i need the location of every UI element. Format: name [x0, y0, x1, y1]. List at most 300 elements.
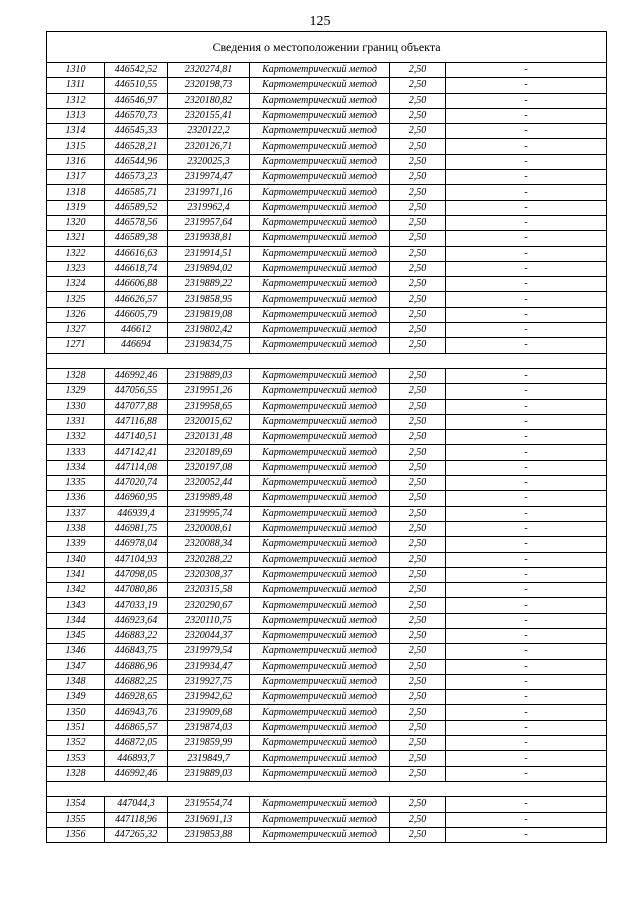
accuracy-cell: 2,50	[390, 736, 446, 751]
point-number-cell: 1313	[47, 108, 105, 123]
table-row	[47, 277, 607, 292]
method-cell: Картометрический метод	[250, 537, 390, 552]
point-number-cell: 1351	[47, 720, 105, 735]
table-row	[47, 797, 607, 812]
description-cell: -	[446, 628, 607, 643]
table-row	[47, 613, 607, 628]
x-coordinate-cell: 446605,79	[105, 307, 168, 322]
y-coordinate-cell: 2320122,2	[168, 124, 250, 139]
point-number-cell: 1341	[47, 567, 105, 582]
method-cell: Картометрический метод	[250, 659, 390, 674]
x-coordinate-cell: 446992,46	[105, 368, 168, 383]
x-coordinate-cell: 446883,22	[105, 628, 168, 643]
description-cell: -	[446, 277, 607, 292]
accuracy-cell: 2,50	[390, 261, 446, 276]
description-cell: -	[446, 491, 607, 506]
y-coordinate-cell: 2320155,41	[168, 108, 250, 123]
method-cell: Картометрический метод	[250, 583, 390, 598]
point-number-cell: 1354	[47, 797, 105, 812]
table-row	[47, 476, 607, 491]
x-coordinate-cell: 446843,75	[105, 644, 168, 659]
method-cell: Картометрический метод	[250, 338, 390, 353]
y-coordinate-cell: 2319858,95	[168, 292, 250, 307]
description-cell: -	[446, 93, 607, 108]
y-coordinate-cell: 2319934,47	[168, 659, 250, 674]
method-cell: Картометрический метод	[250, 154, 390, 169]
y-coordinate-cell: 2320290,67	[168, 598, 250, 613]
description-cell: -	[446, 78, 607, 93]
accuracy-cell: 2,50	[390, 185, 446, 200]
accuracy-cell: 2,50	[390, 812, 446, 827]
accuracy-cell: 2,50	[390, 231, 446, 246]
table-row	[47, 491, 607, 506]
accuracy-cell: 2,50	[390, 766, 446, 781]
method-cell: Картометрический метод	[250, 307, 390, 322]
x-coordinate-cell: 446923,64	[105, 613, 168, 628]
x-coordinate-cell: 446872,05	[105, 736, 168, 751]
description-cell: -	[446, 613, 607, 628]
point-number-cell: 1352	[47, 736, 105, 751]
x-coordinate-cell: 447114,08	[105, 460, 168, 475]
table-row	[47, 766, 607, 781]
point-number-cell: 1356	[47, 827, 105, 842]
x-coordinate-cell: 447140,51	[105, 430, 168, 445]
description-cell: -	[446, 338, 607, 353]
table-row	[47, 521, 607, 536]
accuracy-cell: 2,50	[390, 368, 446, 383]
table-row	[47, 368, 607, 383]
point-number-cell: 1340	[47, 552, 105, 567]
y-coordinate-cell: 2319957,64	[168, 215, 250, 230]
table-row	[47, 139, 607, 154]
y-coordinate-cell: 2320315,58	[168, 583, 250, 598]
accuracy-cell: 2,50	[390, 63, 446, 78]
x-coordinate-cell: 446865,57	[105, 720, 168, 735]
method-cell: Картометрический метод	[250, 170, 390, 185]
y-coordinate-cell: 2319958,65	[168, 399, 250, 414]
y-coordinate-cell: 2320088,34	[168, 537, 250, 552]
accuracy-cell: 2,50	[390, 537, 446, 552]
description-cell: -	[446, 797, 607, 812]
page-number: 125	[309, 14, 331, 29]
description-cell: -	[446, 720, 607, 735]
accuracy-cell: 2,50	[390, 307, 446, 322]
description-cell: -	[446, 537, 607, 552]
y-coordinate-cell: 2319859,99	[168, 736, 250, 751]
method-cell: Картометрический метод	[250, 705, 390, 720]
method-cell: Картометрический метод	[250, 766, 390, 781]
y-coordinate-cell: 2320180,82	[168, 93, 250, 108]
method-cell: Картометрический метод	[250, 598, 390, 613]
y-coordinate-cell: 2320025,3	[168, 154, 250, 169]
point-number-cell: 1327	[47, 323, 105, 338]
table-row	[47, 552, 607, 567]
x-coordinate-cell: 446626,57	[105, 292, 168, 307]
method-cell: Картометрический метод	[250, 812, 390, 827]
y-coordinate-cell: 2319909,68	[168, 705, 250, 720]
x-coordinate-cell: 446589,38	[105, 231, 168, 246]
description-cell: -	[446, 567, 607, 582]
point-number-cell: 1324	[47, 277, 105, 292]
point-number-cell: 1319	[47, 200, 105, 215]
description-cell: -	[446, 506, 607, 521]
table-row	[47, 200, 607, 215]
description-cell: -	[446, 384, 607, 399]
y-coordinate-cell: 2319819,08	[168, 307, 250, 322]
accuracy-cell: 2,50	[390, 628, 446, 643]
y-coordinate-cell: 2320131,48	[168, 430, 250, 445]
point-number-cell: 1328	[47, 766, 105, 781]
x-coordinate-cell: 446893,7	[105, 751, 168, 766]
point-number-cell: 1312	[47, 93, 105, 108]
accuracy-cell: 2,50	[390, 583, 446, 598]
point-number-cell: 1320	[47, 215, 105, 230]
y-coordinate-cell: 2319874,03	[168, 720, 250, 735]
y-coordinate-cell: 2319995,74	[168, 506, 250, 521]
table-row	[47, 644, 607, 659]
description-cell: -	[446, 63, 607, 78]
description-cell: -	[446, 598, 607, 613]
description-cell: -	[446, 139, 607, 154]
table-row	[47, 705, 607, 720]
accuracy-cell: 2,50	[390, 705, 446, 720]
method-cell: Картометрический метод	[250, 797, 390, 812]
method-cell: Картометрический метод	[250, 185, 390, 200]
description-cell: -	[446, 154, 607, 169]
point-number-cell: 1349	[47, 690, 105, 705]
y-coordinate-cell: 2319962,4	[168, 200, 250, 215]
point-number-cell: 1329	[47, 384, 105, 399]
point-number-cell: 1335	[47, 476, 105, 491]
x-coordinate-cell: 447104,93	[105, 552, 168, 567]
point-number-cell: 1336	[47, 491, 105, 506]
accuracy-cell: 2,50	[390, 552, 446, 567]
table-row	[47, 93, 607, 108]
accuracy-cell: 2,50	[390, 613, 446, 628]
method-cell: Картометрический метод	[250, 644, 390, 659]
method-cell: Картометрический метод	[250, 827, 390, 842]
method-cell: Картометрический метод	[250, 521, 390, 536]
y-coordinate-cell: 2320015,62	[168, 414, 250, 429]
y-coordinate-cell: 2319834,75	[168, 338, 250, 353]
description-cell: -	[446, 476, 607, 491]
y-coordinate-cell: 2319942,62	[168, 690, 250, 705]
method-cell: Картометрический метод	[250, 736, 390, 751]
x-coordinate-cell: 446943,76	[105, 705, 168, 720]
y-coordinate-cell: 2320126,71	[168, 139, 250, 154]
table-row	[47, 445, 607, 460]
accuracy-cell: 2,50	[390, 215, 446, 230]
accuracy-cell: 2,50	[390, 751, 446, 766]
method-cell: Картометрический метод	[250, 613, 390, 628]
accuracy-cell: 2,50	[390, 674, 446, 689]
accuracy-cell: 2,50	[390, 690, 446, 705]
point-number-cell: 1330	[47, 399, 105, 414]
table-row	[47, 124, 607, 139]
accuracy-cell: 2,50	[390, 567, 446, 582]
method-cell: Картометрический метод	[250, 78, 390, 93]
table-row	[47, 384, 607, 399]
description-cell: -	[446, 674, 607, 689]
method-cell: Картометрический метод	[250, 506, 390, 521]
point-number-cell: 1332	[47, 430, 105, 445]
method-cell: Картометрический метод	[250, 476, 390, 491]
x-coordinate-cell: 446589,52	[105, 200, 168, 215]
y-coordinate-cell: 2319938,81	[168, 231, 250, 246]
point-number-cell: 1323	[47, 261, 105, 276]
x-coordinate-cell: 446573,23	[105, 170, 168, 185]
accuracy-cell: 2,50	[390, 139, 446, 154]
method-cell: Картометрический метод	[250, 414, 390, 429]
y-coordinate-cell: 2319927,75	[168, 674, 250, 689]
x-coordinate-cell: 446992,46	[105, 766, 168, 781]
x-coordinate-cell: 446612	[105, 323, 168, 338]
table-row	[47, 292, 607, 307]
y-coordinate-cell: 2319971,16	[168, 185, 250, 200]
x-coordinate-cell: 447044,3	[105, 797, 168, 812]
method-cell: Картометрический метод	[250, 628, 390, 643]
method-cell: Картометрический метод	[250, 246, 390, 261]
table-row	[47, 812, 607, 827]
y-coordinate-cell: 2319914,51	[168, 246, 250, 261]
y-coordinate-cell: 2320197,08	[168, 460, 250, 475]
table-row	[47, 628, 607, 643]
x-coordinate-cell: 446886,96	[105, 659, 168, 674]
accuracy-cell: 2,50	[390, 506, 446, 521]
x-coordinate-cell: 446981,75	[105, 521, 168, 536]
point-number-cell: 1325	[47, 292, 105, 307]
table-row	[47, 690, 607, 705]
point-number-cell: 1318	[47, 185, 105, 200]
separator-cell	[47, 353, 607, 368]
accuracy-cell: 2,50	[390, 154, 446, 169]
table-row	[47, 399, 607, 414]
description-cell: -	[446, 292, 607, 307]
table-row	[47, 567, 607, 582]
x-coordinate-cell: 446570,73	[105, 108, 168, 123]
y-coordinate-cell: 2320044,37	[168, 628, 250, 643]
table-row	[47, 414, 607, 429]
point-number-cell: 1316	[47, 154, 105, 169]
y-coordinate-cell: 2320198,73	[168, 78, 250, 93]
method-cell: Картометрический метод	[250, 93, 390, 108]
description-cell: -	[446, 170, 607, 185]
table-row	[47, 108, 607, 123]
method-cell: Картометрический метод	[250, 491, 390, 506]
table-title: Сведения о местоположении границ объекта	[47, 32, 607, 63]
method-cell: Картометрический метод	[250, 751, 390, 766]
method-cell: Картометрический метод	[250, 460, 390, 475]
table-row	[47, 598, 607, 613]
accuracy-cell: 2,50	[390, 644, 446, 659]
point-number-cell: 1321	[47, 231, 105, 246]
description-cell: -	[446, 521, 607, 536]
point-number-cell: 1337	[47, 506, 105, 521]
table-row	[47, 430, 607, 445]
y-coordinate-cell: 2319894,02	[168, 261, 250, 276]
accuracy-cell: 2,50	[390, 93, 446, 108]
x-coordinate-cell: 446618,74	[105, 261, 168, 276]
point-number-cell: 1271	[47, 338, 105, 353]
point-number-cell: 1346	[47, 644, 105, 659]
table-row	[47, 659, 607, 674]
method-cell: Картометрический метод	[250, 200, 390, 215]
y-coordinate-cell: 2320008,61	[168, 521, 250, 536]
y-coordinate-cell: 2320274,81	[168, 63, 250, 78]
method-cell: Картометрический метод	[250, 368, 390, 383]
description-cell: -	[446, 231, 607, 246]
point-number-cell: 1334	[47, 460, 105, 475]
boundary-coordinates-table	[46, 31, 607, 843]
table-row	[47, 827, 607, 842]
description-cell: -	[446, 812, 607, 827]
x-coordinate-cell: 447033,19	[105, 598, 168, 613]
description-cell: -	[446, 583, 607, 598]
table-row	[47, 261, 607, 276]
accuracy-cell: 2,50	[390, 445, 446, 460]
x-coordinate-cell: 447056,55	[105, 384, 168, 399]
method-cell: Картометрический метод	[250, 690, 390, 705]
x-coordinate-cell: 447080,86	[105, 583, 168, 598]
accuracy-cell: 2,50	[390, 170, 446, 185]
accuracy-cell: 2,50	[390, 476, 446, 491]
y-coordinate-cell: 2319853,88	[168, 827, 250, 842]
table-row	[47, 215, 607, 230]
y-coordinate-cell: 2319979,54	[168, 644, 250, 659]
table-row	[47, 506, 607, 521]
description-cell: -	[446, 215, 607, 230]
accuracy-cell: 2,50	[390, 200, 446, 215]
x-coordinate-cell: 446542,52	[105, 63, 168, 78]
y-coordinate-cell: 2319849,7	[168, 751, 250, 766]
description-cell: -	[446, 124, 607, 139]
y-coordinate-cell: 2319951,26	[168, 384, 250, 399]
table-row	[47, 231, 607, 246]
accuracy-cell: 2,50	[390, 430, 446, 445]
method-cell: Картометрический метод	[250, 567, 390, 582]
description-cell: -	[446, 246, 607, 261]
x-coordinate-cell: 446546,97	[105, 93, 168, 108]
point-number-cell: 1331	[47, 414, 105, 429]
description-cell: -	[446, 460, 607, 475]
point-number-cell: 1350	[47, 705, 105, 720]
x-coordinate-cell: 446545,33	[105, 124, 168, 139]
point-number-cell: 1333	[47, 445, 105, 460]
table-row	[47, 338, 607, 353]
method-cell: Картометрический метод	[250, 63, 390, 78]
accuracy-cell: 2,50	[390, 598, 446, 613]
y-coordinate-cell: 2319974,47	[168, 170, 250, 185]
description-cell: -	[446, 185, 607, 200]
method-cell: Картометрический метод	[250, 430, 390, 445]
description-cell: -	[446, 659, 607, 674]
y-coordinate-cell: 2320052,44	[168, 476, 250, 491]
accuracy-cell: 2,50	[390, 414, 446, 429]
point-number-cell: 1322	[47, 246, 105, 261]
x-coordinate-cell: 447118,96	[105, 812, 168, 827]
x-coordinate-cell: 446510,55	[105, 78, 168, 93]
description-cell: -	[446, 736, 607, 751]
y-coordinate-cell: 2320189,69	[168, 445, 250, 460]
description-cell: -	[446, 827, 607, 842]
description-cell: -	[446, 108, 607, 123]
x-coordinate-cell: 446928,65	[105, 690, 168, 705]
method-cell: Картометрический метод	[250, 399, 390, 414]
table-title-row	[47, 32, 607, 63]
description-cell: -	[446, 552, 607, 567]
description-cell: -	[446, 414, 607, 429]
method-cell: Картометрический метод	[250, 445, 390, 460]
table-row	[47, 537, 607, 552]
x-coordinate-cell: 446882,25	[105, 674, 168, 689]
point-number-cell: 1348	[47, 674, 105, 689]
point-number-cell: 1345	[47, 628, 105, 643]
y-coordinate-cell: 2319889,03	[168, 766, 250, 781]
x-coordinate-cell: 446939,4	[105, 506, 168, 521]
point-number-cell: 1310	[47, 63, 105, 78]
accuracy-cell: 2,50	[390, 399, 446, 414]
accuracy-cell: 2,50	[390, 659, 446, 674]
y-coordinate-cell: 2319554,74	[168, 797, 250, 812]
description-cell: -	[446, 766, 607, 781]
description-cell: -	[446, 690, 607, 705]
y-coordinate-cell: 2319989,48	[168, 491, 250, 506]
point-number-cell: 1342	[47, 583, 105, 598]
description-cell: -	[446, 261, 607, 276]
method-cell: Картометрический метод	[250, 124, 390, 139]
point-number-cell: 1344	[47, 613, 105, 628]
accuracy-cell: 2,50	[390, 246, 446, 261]
method-cell: Картометрический метод	[250, 674, 390, 689]
x-coordinate-cell: 446544,96	[105, 154, 168, 169]
description-cell: -	[446, 705, 607, 720]
method-cell: Картометрический метод	[250, 231, 390, 246]
y-coordinate-cell: 2319802,42	[168, 323, 250, 338]
method-cell: Картометрический метод	[250, 323, 390, 338]
method-cell: Картометрический метод	[250, 277, 390, 292]
x-coordinate-cell: 446606,88	[105, 277, 168, 292]
table-body	[47, 32, 607, 843]
accuracy-cell: 2,50	[390, 491, 446, 506]
point-number-cell: 1311	[47, 78, 105, 93]
x-coordinate-cell: 447265,32	[105, 827, 168, 842]
x-coordinate-cell: 447020,74	[105, 476, 168, 491]
point-number-cell: 1347	[47, 659, 105, 674]
y-coordinate-cell: 2320110,75	[168, 613, 250, 628]
y-coordinate-cell: 2320308,37	[168, 567, 250, 582]
point-number-cell: 1353	[47, 751, 105, 766]
x-coordinate-cell: 446960,95	[105, 491, 168, 506]
table-row	[47, 78, 607, 93]
accuracy-cell: 2,50	[390, 827, 446, 842]
point-number-cell: 1315	[47, 139, 105, 154]
table-row	[47, 460, 607, 475]
x-coordinate-cell: 447142,41	[105, 445, 168, 460]
x-coordinate-cell: 446616,63	[105, 246, 168, 261]
point-number-cell: 1326	[47, 307, 105, 322]
x-coordinate-cell: 447116,88	[105, 414, 168, 429]
description-cell: -	[446, 368, 607, 383]
description-cell: -	[446, 399, 607, 414]
accuracy-cell: 2,50	[390, 292, 446, 307]
y-coordinate-cell: 2320288,22	[168, 552, 250, 567]
accuracy-cell: 2,50	[390, 797, 446, 812]
separator-row	[47, 781, 607, 796]
table-row	[47, 720, 607, 735]
y-coordinate-cell: 2319889,22	[168, 277, 250, 292]
point-number-cell: 1328	[47, 368, 105, 383]
description-cell: -	[446, 751, 607, 766]
